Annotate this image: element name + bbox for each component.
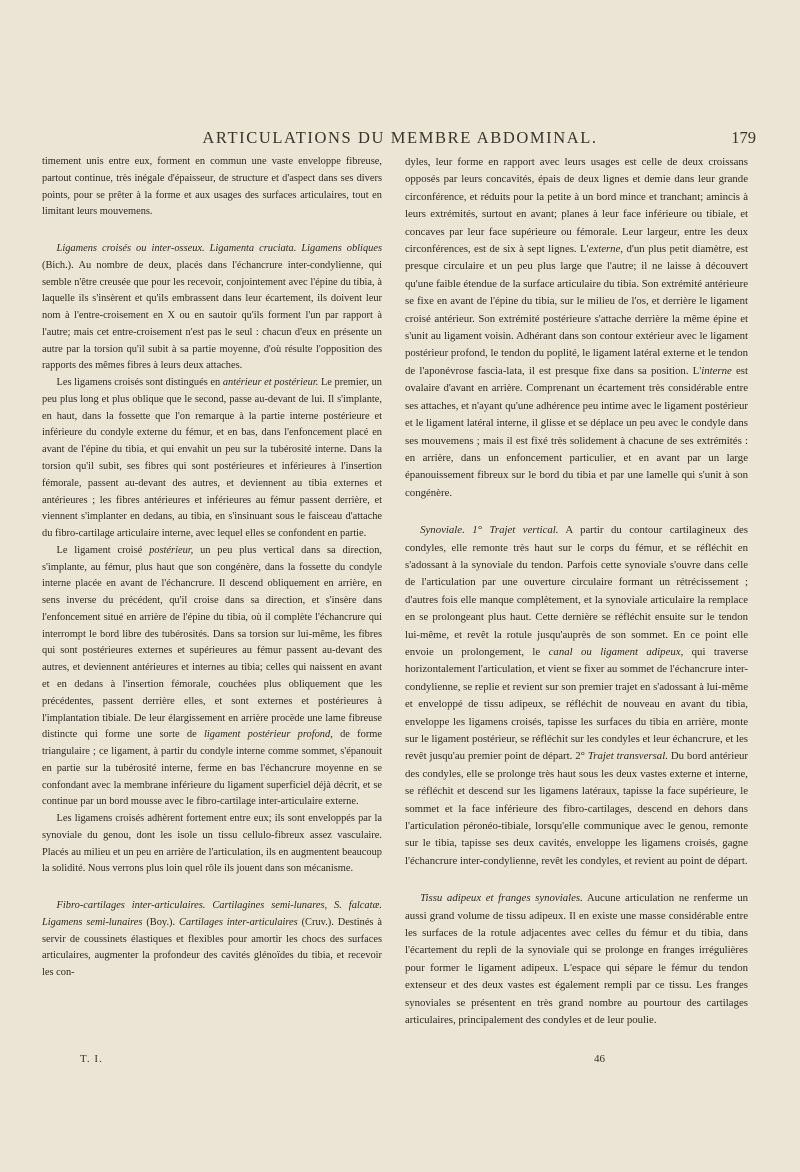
paragraph-synoviale [405, 522, 748, 870]
emphasis: Cartilages inter-articulaires [178, 916, 298, 928]
paragraph-text: Du bord antérieur des condyles, elle se prolonge très haut sous les deux vastes externe et interne, se réfléchit et descend sur les ligamens latéraux, tapisse la face supérieure, le sommet et la face inférieure des fibro-cartilages, descend en dehors dans l'articulation péronéo-tibiale, lorsqu'elle communique avec le genou, remonte sur le tibia, tapisse ses deux cavités, enveloppe les ligamens croisés, gagne l'échancrure inter-condylienne, revêt les condyles, et revient au point de départ. [405, 750, 749, 867]
paragraph-text: Les ligamens croisés sont distingués en [56, 377, 223, 389]
paragraph-text: A partir du contour cartilagineux des condyles, elle remonte très haut sur le corps du fémur, et se réfléchit en s'adossant à la synoviale du tendon. Parfois cette synoviale s'ouvre dans celle de l'articulation par une ouverture circulaire formant un rétrécissement ; d'autres fois elle manque complètement, et la synoviale articulaire la remplace en se prolongeant plus haut. Cette dernière se réfléchit ensuite sur le tendon lui-même, et revêt la rotule jusqu'auprès de son sommet. En ce point elle envoie un prolongement, le [405, 524, 748, 658]
page-number: 179 [731, 128, 756, 147]
paragraph-text: est ovalaire d'avant en arrière. Comprenant un écartement très considérable entre ses attaches, et n'ayant qu'une adhérence peu intime avec le ligament postérieur et le ligament latéral interne, il glisse et se déplace un peu avec le condyle dans ses mouvemens ; mais il est fixé très solidement à chacune de ses extrémités : en arrière, dans un enfoncement particulier, et en avant par un large épanouissement fibreux sur le bord du tibia et par une lamelle qui s'unit à son congénère. [405, 364, 748, 499]
paragraph [42, 543, 382, 811]
sheet-number: 46 [594, 1053, 605, 1065]
paragraph-ligamens-croises [42, 241, 382, 375]
paragraph [405, 154, 748, 502]
emphasis: antérieur et postérieur. [222, 377, 319, 389]
section-title: Fibro-cartilages inter-articulaires. Cartilagines semi-lunares, S. falcatæ. Ligamens semi-lunaires [42, 900, 382, 928]
emphasis: ligament postérieur profond [204, 729, 331, 741]
paragraph-text: Aucune articulation ne renferme un aussi grand volume de tissu adipeux. Il en existe une masse considérable entre les surfaces de la rotule adjacentes avec celles du fémur et du tibia, dans l'écartement du repli de la synoviale qui se prolonge en franges irrégulières pour former le ligament adipeux. L'espace qui sépare le fémur du tendon extenseur et des deux vastes est également rempli par ce tissu. Les franges synoviales se présentent en très grand nombre au pourtour des cartilages articulaires, principalement des condyles et de leur poulie. [405, 892, 749, 1027]
paragraph-text: (Boy.). [142, 916, 179, 928]
signature-mark: T. I. [80, 1053, 103, 1065]
section-title: Tissu adipeux et franges synoviales. [420, 892, 583, 905]
paragraph-text: Le premier, un peu plus long et plus oblique que le second, passe au-devant de lui. Il s'implante, en haut, dans la fossette que l'on remarque à la partie interne postérieure et inférieure du condyle externe du fémur, et en bas, dans l'enfoncement placé en avant de l'épine du tibia, et qui envahit un peu sur la tubérosité interne. Dans la torsion qu'il subit, ses fibres qui sont postérieures et inférieures à l'insertion fémorale, passent au-devant des autres, et deviennent au tibia externes et antérieures ; les fibres antérieures et inférieures au fémur passent derrière, et viennent s'implanter en dedans, au tibia, en s'insinuant sous le faisceau d'attache du fibro-cartilage articulaire interne, avec lequel elles se confondent en partie. [42, 377, 383, 540]
section-title: Synoviale. 1° Trajet vertical. [420, 524, 559, 537]
paragraph-text: , de forme triangulaire ; ce ligament, à partir du condyle interne comme sommet, s'épanouit en partie sur la tubérosité interne, ferme en bas l'échancrure moyenne en se confondant avec la membrane inférieure du ligament superficiel déjà décrit, et se continue par un bord mousse avec le fibro-cartilage inter-articulaire externe. [42, 729, 382, 808]
right-column [405, 154, 748, 1030]
emphasis: Trajet transversal. [587, 750, 668, 763]
left-column [42, 154, 382, 982]
emphasis: externe [588, 243, 621, 256]
emphasis: interne [701, 364, 732, 377]
paragraph-text: un peu plus vertical dans sa direction, s'implante, au fémur, plus haut que son congénère, dans la fossette du condyle interne placée en avant de l'échancrure. Il descend obliquement en arrière, en sens inverse du précédent, qu'il croise dans sa direction, et s'insère dans l'enfoncement situé en arrière de l'épine du tibia, où il complète l'échancrure qui interrompt le bord libre des tubérosités. Dans sa torsion sur lui-même, les fibres qui sont postérieures externes et supérieures au fémur passent au-devant des autres, et deviennent antérieures et internes au tibia; celles qui naissent en avant et en dedans à l'insertion fémorale, couchées plus obliquement que les précédentes, passent derrière elles, et sont externes et postérieures à l'implantation tibiale. De leur élargissement en arrière procède une lame fibreuse distincte qui forme une sorte de [42, 544, 382, 741]
paragraph-text: Le ligament croisé [56, 544, 150, 556]
paragraph-text: dyles, leur forme en rapport avec leurs usages est celle de deux croissans opposés par leurs concavités, épais de deux lignes et demie dans leur grande circonférence, et réduits pour la petite à un bord mince et tranchant; amincis à leurs extrémités, surtout en avant; planes à leur face inférieure ou tibiale, et concaves par leur face supérieure ou fémorale. Leur largeur, entre les deux circonférences, est de six à sept lignes. L' [405, 156, 748, 256]
paragraph-tissu-adipeux [405, 890, 748, 1029]
paragraph-text: , qui traverse horizontalement l'articulation, et vient se fixer au sommet de l'échancrure inter-condylienne, se replie et revient sur son premier trajet en s'adossant à lui-même et enveloppé de tissu adipeux, se réfléchit de nouveau en avant du tibia, enveloppe les ligamens croisés, tapisse les surfaces du tibia en arrière, monte sur le ligament postérieur, se réfléchit sur les condyles et leur échancrure, et les revêt jusqu'au premier point de départ. 2° [405, 645, 749, 763]
paragraph: Les ligamens croisés adhèrent fortement entre eux; ils sont enveloppés par la synoviale du genou, dont les isole un tissu cellulo-fibreux assez vasculaire. Placés au milieu et un peu en arrière de l'articulation, ils en augmentent beaucoup la solidité. Nous verrons plus loin quel rôle ils jouent dans son mécanisme. [42, 813, 382, 875]
paragraph-text: (Cruv.). Destinés à servir de coussinets élastiques et flexibles pour amortir les chocs des surfaces articulaires, augmenter la profondeur des cavités glénoïdes du tibia, et recevoir les con- [42, 916, 382, 979]
paragraph [42, 375, 382, 543]
paragraph-fibro-cartilages [42, 898, 382, 982]
section-title: Ligamens croisés ou inter-osseux. Ligamenta cruciata. Ligamens obliques [56, 243, 382, 255]
emphasis: postérieur, [149, 544, 194, 556]
paragraph-text: , d'un plus petit diamètre, est presque circulaire et un peu plus large que l'autre; il ne laisse à découvert qu'une faible étendue de la surface articulaire du tibia. Son extrémité antérieure se fixe en avant de l'épine du tibia, sur le milieu de l'os, et derrière le ligament croisé antérieur. Son extrémité postérieure s'attache derrière la même épine et s'unit au ligament voisin. Adhérant dans son contour extérieur avec le ligament postérieur profond, le tendon du poplité, le ligament latéral externe et le tendon de l'aponévrose fascia-lata, il est presque fixe dans sa position. L' [405, 243, 748, 377]
running-title: ARTICULATIONS DU MEMBRE ABDOMINAL. [202, 128, 598, 147]
emphasis: canal ou ligament adipeux [548, 645, 681, 658]
paragraph: timement unis entre eux, forment en commun une vaste enveloppe fibreuse, partout continue, très inégale d'épaisseur, de structure et d'aspect dans ses divers points, pour se prêter à la forme et aux usages des surfaces articulaires, tout en limitant leurs mouvemens. [42, 156, 382, 218]
paragraph-text: (Bich.). Au nombre de deux, placés dans l'échancrure inter-condylienne, qui semble n'être creusée que pour les recevoir, conjointement avec l'épine du tibia, à laquelle ils s'insèrent et qu'ils embrassent dans leur écartement, ils doivent leur nom à l'entre-croisement en X ou en sautoir qu'ils forment l'un par rapport à l'autre; mais cet entre-croisement n'est pas le seul : chacun d'eux en présente un autre par la torsion qu'il subit à sa partie moyenne, d'où résulte l'opposition des rapports des mêmes fibres à leurs deux attaches. [42, 259, 382, 372]
